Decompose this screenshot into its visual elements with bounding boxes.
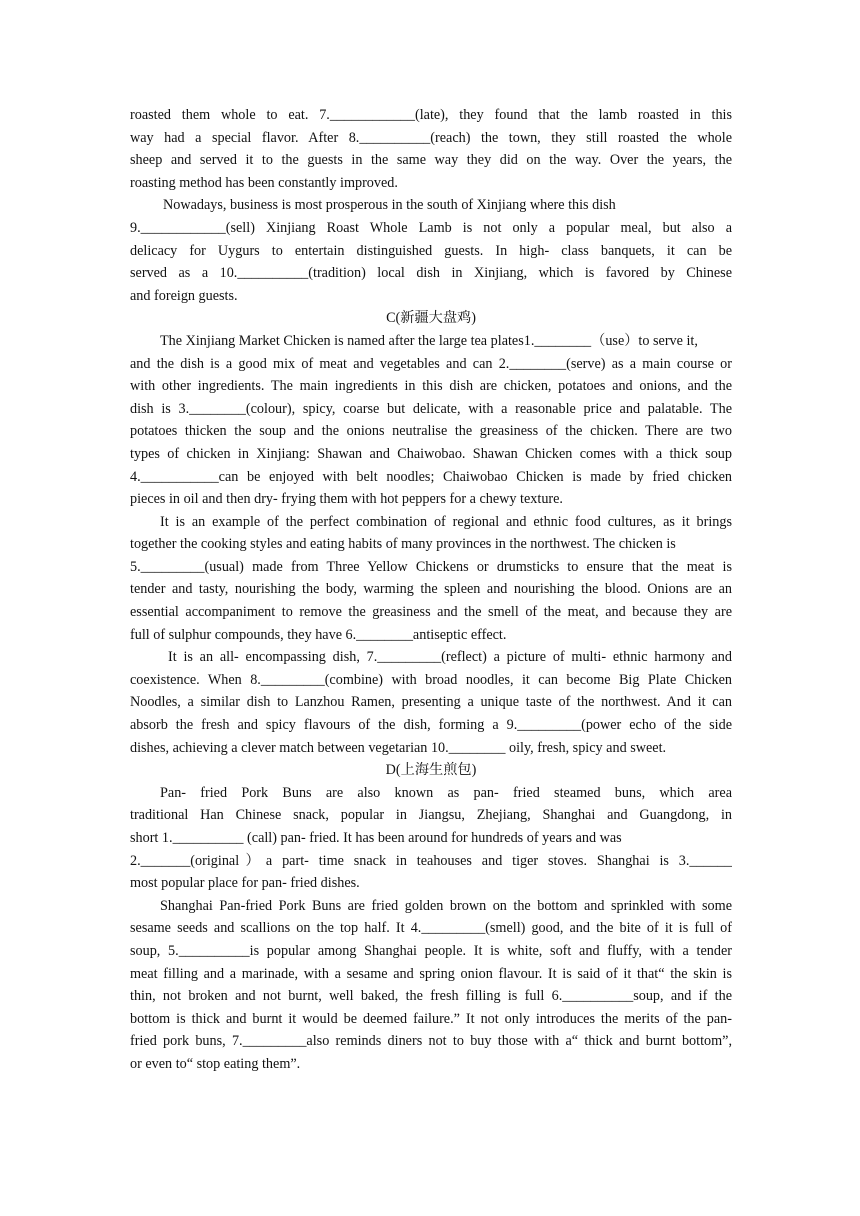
text-line: sheep and served it to the guests in the same way they did on the way. Over the years, the — [130, 152, 732, 169]
text-line: and foreign guests. — [130, 287, 238, 304]
text-line: The Xinjiang Market Chicken is named after the large tea plates1.________（use）to serve it, — [160, 332, 698, 349]
text-line: short 1.__________ (call) pan- fried. It has been around for hundreds of years and was — [130, 830, 622, 846]
text-line: potatoes thicken the soup and the onions neutralise the greasiness of the chicken. There are two — [130, 423, 732, 440]
text-line: roasted them whole to eat. 7.____________(late), they found that the lamb roasted in this — [130, 107, 732, 123]
text-line: with other ingredients. The main ingredients in this dish are chicken, potatoes and onions, and the — [130, 378, 732, 395]
text-line: It is an all- encompassing dish, 7._________(reflect) a picture of multi- ethnic harmony and — [168, 649, 732, 666]
text-line: dishes, achieving a clever match between vegetarian 10.________ oily, fresh, spicy and sweet. — [130, 739, 667, 756]
text-line: roasting method has been constantly improved. — [130, 174, 398, 191]
text-line: delicacy for Uygurs to entertain distinguished guests. In high- class banquets, it can be — [130, 242, 732, 259]
document-body — [130, 104, 732, 1076]
text-line: tender and tasty, nourishing the body, warming the spleen and nourishing the blood. Onions are an — [130, 581, 732, 598]
text-line: essential accompaniment to remove the greasiness and the smell of the meat, and because they are — [130, 604, 732, 621]
text-line: It is an example of the perfect combination of regional and ethnic food cultures, as it brings — [160, 513, 732, 530]
text-line: dish is 3.________(colour), spicy, coarse but delicate, with a reasonable price and palatable. The — [130, 400, 732, 417]
text-line: served as a 10.__________(tradition) local dish in Xinjiang, which is favored by Chinese — [130, 265, 732, 282]
text-line: Nowadays, business is most prosperous in the south of Xinjiang where this dish — [163, 197, 616, 214]
text-line: 9.____________(sell) Xinjiang Roast Whole Lamb is not only a popular meal, but also a — [130, 219, 732, 236]
text-line: full of sulphur compounds, they have 6.________antiseptic effect. — [130, 626, 507, 643]
text-line: Noodles, a similar dish to Lanzhou Ramen, presenting a unique taste of the northwest. And it can — [130, 694, 732, 711]
text-line: 5._________(usual) made from Three Yellow Chickens or drumsticks to ensure that the meat is — [130, 558, 732, 575]
text-line: coexistence. When 8._________(combine) with broad noodles, it can become Big Plate Chicken — [130, 671, 732, 688]
text-line: Pan- fried Pork Buns are also known as pan- fried steamed buns, which area — [160, 784, 732, 801]
text-line: Shanghai Pan-fried Pork Buns are fried golden brown on the bottom and sprinkled with some — [160, 897, 732, 914]
text-line: together the cooking styles and eating habits of many provinces in the northwest. The chicken is — [130, 536, 676, 553]
text-line: thin, not broken and not burnt, well baked, the fresh filling is full 6.__________soup, and if the — [130, 988, 732, 1005]
text-line: types of chicken in Xinjiang: Shawan and Chaiwobao. Shawan Chicken comes with a thick soup — [130, 445, 732, 462]
text-line: pieces in oil and then dry- frying them with hot peppers for a chewy texture. — [130, 491, 563, 508]
section-heading-d: D(上海生煎包) — [385, 762, 477, 779]
text-line: 2._______(original）a part- time snack in teahouses and tiger stoves. Shanghai is 3.______ — [130, 852, 732, 869]
text-line: 4.___________can be enjoyed with belt noodles; Chaiwobao Chicken is made by fried chicken — [130, 468, 732, 485]
text-line: sesame seeds and scallions on the top half. It 4._________(smell) good, and the bite of it is full of — [130, 920, 732, 937]
text-line: and the dish is a good mix of meat and vegetables and can 2.________(serve) as a main course or — [130, 355, 732, 372]
text-line: absorb the fresh and spicy flavours of the dish, forming a 9._________(power echo of the side — [130, 717, 732, 734]
text-line: soup, 5.__________is popular among Shanghai people. It is white, soft and fluffy, with a tender — [130, 942, 732, 959]
text-line: way had a special flavor. After 8.__________(reach) the town, they still roasted the whole — [130, 129, 732, 146]
text-line: fried pork buns, 7._________also reminds diners not to buy those with a“ thick and burnt bottom”, — [130, 1033, 732, 1050]
text-line: meat filling and a marinade, with a sesame and spring onion flavour. It is said of it that“ the skin is — [130, 965, 732, 982]
text-line: most popular place for pan- fried dishes. — [130, 875, 360, 892]
text-line: or even to“ stop eating them”. — [130, 1055, 301, 1072]
text-line: traditional Han Chinese snack, popular in Jiangsu, Zhejiang, Shanghai and Guangdong, in — [130, 807, 732, 824]
section-heading-c: C(新疆大盘鸡) — [386, 310, 476, 327]
text-line: bottom is thick and burnt it would be deemed failure.” It not only introduces the merits of the pan- — [130, 1010, 732, 1027]
